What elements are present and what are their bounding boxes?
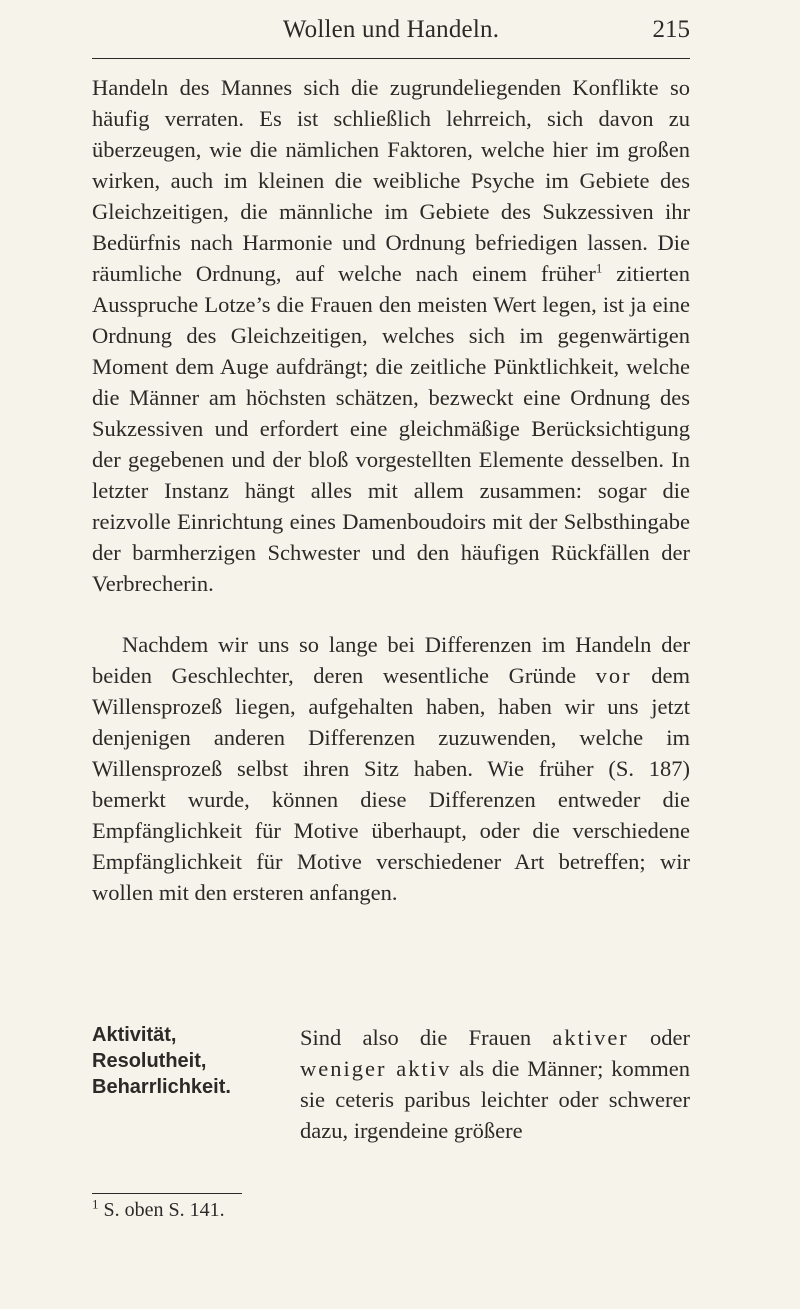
footnote-text: S. oben S. 141. — [98, 1199, 225, 1221]
header-rule — [92, 58, 690, 59]
paragraph-3-text-b: oder — [628, 1025, 690, 1050]
paragraph-2-text-b: dem Willensprozeß liegen, aufgehalten haben, haben wir uns jetzt denjenigen anderen Differenzen zuzuwenden, welche im Willensprozeß selbst ihren Sitz haben. Wie früher (S. 187) bemerkt wurde, können diese Differenzen entweder die Empfänglichkeit für Motive überhaupt, oder die verschiedene Empfänglichkeit für Motive verschiedener Art betreffen; wir wollen mit den ersteren anfangen. — [92, 663, 690, 905]
paragraph-1 — [92, 72, 690, 599]
paragraph-3-text-a: Sind also die Frauen — [300, 1025, 553, 1050]
body-text — [92, 72, 690, 908]
footnote-mark: 1 — [92, 1196, 99, 1212]
emphasis-aktiver: aktiver — [552, 1025, 629, 1050]
paragraph-2-text-a: Nachdem wir uns so lange bei Differenzen im Handeln der beiden Geschlechter, deren wesentliche Gründe — [92, 632, 690, 688]
margin-note-aktivitaet: Aktivität, — [92, 1024, 177, 1046]
paragraph-1-text-b: zitierten Ausspruche Lotze’s die Frauen den meisten Wert legen, ist ja eine Ordnung des Gleichzeitigen, welches sich im gegenwärtigen Moment dem Auge aufdrängt; die zeitliche Pünktlichkeit, welche die Männer am höchsten schätzen, bezweckt eine Ordnung des Sukzessiven und erfordert eine gleichmäßige Berücksichtigung der gegebenen und der bloß vorgestellten Elemente desselben. In letzter Instanz hängt alles mit allem zusammen: sogar die reizvolle Einrichtung eines Damenboudoirs mit der Selbsthingabe der barmherzigen Schwester und den häufigen Rückfällen der Verbrecherin. — [92, 261, 690, 596]
page-header — [92, 16, 690, 52]
running-title: Wollen und Handeln. — [282, 16, 500, 43]
page-number: 215 — [652, 16, 690, 43]
emphasis-weniger-aktiv: weniger aktiv — [300, 1056, 452, 1081]
paragraph-2 — [92, 629, 690, 908]
margin-note-resolutheit: Resolutheit, — [92, 1050, 207, 1072]
paragraph-1-text-a: Handeln des Mannes sich die zugrundeliegenden Konflikte so häufig verraten. Es ist schließlich lehrreich, sich davon zu überzeugen, wie die nämlichen Faktoren, welche hier im großen wirken, auch im kleinen die weibliche Psyche im Gebiete des Gleichzeitigen, die männliche im Gebiete des Sukzessiven ihr Bedürfnis nach Harmonie und Ordnung befriedigen lassen. Die räumliche Ordnung, auf welche nach einem früher — [92, 75, 690, 286]
paragraph-3-text-c: als die Männer; kommen sie ceteris paribus leichter oder schwerer dazu, irgendeine größere — [300, 1056, 690, 1143]
footnote-reference: 1 — [595, 260, 603, 276]
emphasis-vor: vor — [595, 663, 632, 688]
margin-note-beharrlichkeit: Beharrlichkeit. — [92, 1076, 231, 1098]
footnote — [92, 1196, 225, 1222]
margin-heading — [92, 1022, 312, 1100]
footnote-rule — [92, 1193, 242, 1194]
paragraph-3 — [300, 1022, 690, 1146]
